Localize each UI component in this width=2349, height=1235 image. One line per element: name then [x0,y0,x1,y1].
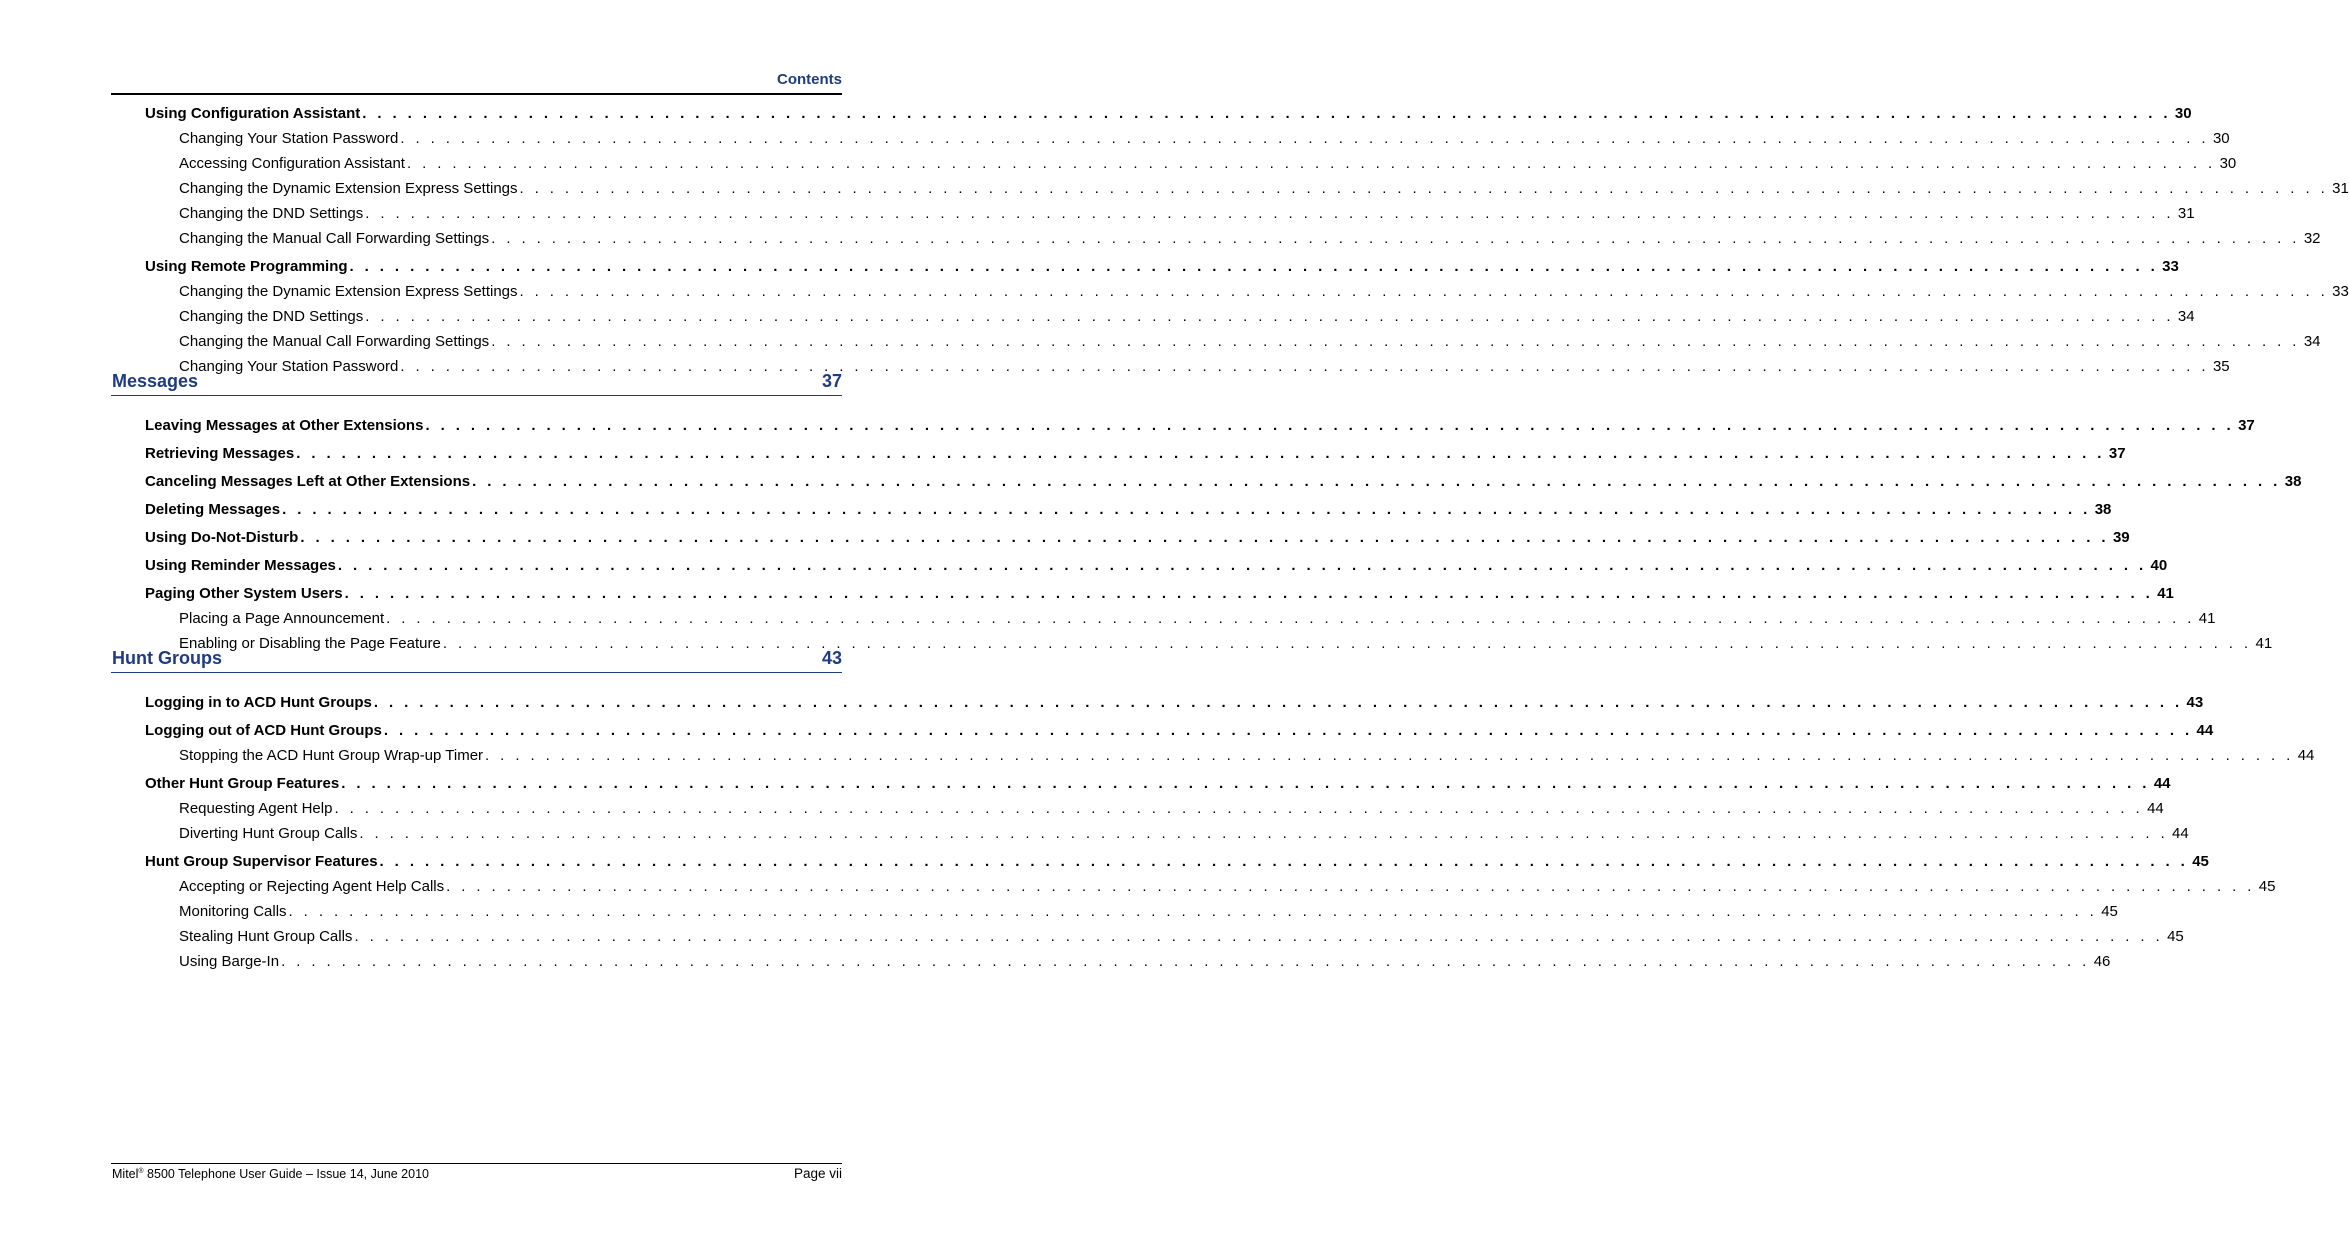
toc-entry-title: Using Remote Programming [145,258,348,275]
toc-entry-page: 41 [2157,585,2174,602]
dot-leader: . . . . . . . . . . . . . . . . . . . . . . . . . . . . . . . . . . . . . . . . . . . . . . . . . . . . . . . . . . . . . . . . . . . . . . . . . . . . . . . . . . . . . . . . . . . . . . . . . . . . . . . . . . . . . . . . . . . . . . . . [341,775,2150,792]
dot-leader: . . . . . . . . . . . . . . . . . . . . . . . . . . . . . . . . . . . . . . . . . . . . . . . . . . . . . . . . . . . . . . . . . . . . . . . . . . . . . . . . . . . . . . . . . . . . . . . . . . . . . . . . . . . . . . . . . . . . . . . . [400,130,2209,147]
section-rule [111,672,842,673]
dot-leader: . . . . . . . . . . . . . . . . . . . . . . . . . . . . . . . . . . . . . . . . . . . . . . . . . . . . . . . . . . . . . . . . . . . . . . . . . . . . . . . . . . . . . . . . . . . . . . . . . . . . . . . . . . . . . . . . . . . . . . . . [519,283,2329,300]
toc-entry[interactable] [145,500,2112,520]
dot-leader: . . . . . . . . . . . . . . . . . . . . . . . . . . . . . . . . . . . . . . . . . . . . . . . . . . . . . . . . . . . . . . . . . . . . . . . . . . . . . . . . . . . . . . . . . . . . . . . . . . . . . . . . . . . . . . . . . . . . . . . . [354,928,2164,945]
toc-section-title: Hunt Groups [112,648,222,668]
toc-entry-page: 34 [2303,333,2321,350]
toc-entry[interactable] [145,774,2171,794]
toc-entry-page: 41 [2255,635,2273,652]
toc-entry-page: 33 [2162,258,2179,275]
toc-entry-title: Accepting or Rejecting Agent Help Calls [179,878,445,895]
toc-entry-page: 40 [2150,557,2168,574]
toc-section-heading[interactable] [112,369,842,393]
toc-entry-page: 33 [2332,283,2349,300]
toc-entry[interactable] [145,104,2192,124]
toc-entry-page: 44 [2172,825,2189,842]
toc-entry-title: Changing Your Station Password [179,358,399,375]
toc-entry-title: Paging Other System Users [145,585,343,602]
running-header-title: Contents [777,71,842,88]
dot-leader: . . . . . . . . . . . . . . . . . . . . . . . . . . . . . . . . . . . . . . . . . . . . . . . . . . . . . . . . . . . . . . . . . . . . . . . . . . . . . . . . . . . . . . . . . . . . . . . . . . . . . . . . . . . . . . . . . . . . . . . . [288,903,2098,920]
toc-entry-page: 45 [2167,928,2184,945]
toc-entry-page: 37 [2238,417,2255,434]
footer-page-number: Page vii [793,1166,842,1181]
toc-entry[interactable] [145,444,2126,464]
dot-leader: . . . . . . . . . . . . . . . . . . . . . . . . . . . . . . . . . . . . . . . . . . . . . . . . . . . . . . . . . . . . . . . . . . . . . . . . . . . . . . . . . . . . . . . . . . . . . . . . . . . . . . . . . . . . . . . . . . . . . . . . [281,953,2090,970]
toc-entry-title: Changing the DND Settings [179,205,364,222]
dot-leader: . . . . . . . . . . . . . . . . . . . . . . . . . . . . . . . . . . . . . . . . . . . . . . . . . . . . . . . . . . . . . . . . . . . . . . . . . . . . . . . . . . . . . . . . . . . . . . . . . . . . . . . . . . . . . . . . . . . . . . . . [344,585,2154,602]
toc-entry-title: Changing the Dynamic Extension Express Settings [179,283,518,300]
toc-subentry[interactable] [179,902,2118,922]
toc-entry-page: 35 [2212,358,2230,375]
footer-document-title [112,1167,429,1181]
dot-leader: . . . . . . . . . . . . . . . . . . . . . . . . . . . . . . . . . . . . . . . . . . . . . . . . . . . . . . . . . . . . . . . . . . . . . . . . . . . . . . . . . . . . . . . . . . . . . . . . . . . . . . . . . . . . . . . . . . . . . . . . [491,230,2300,247]
toc-entry-page: 43 [2186,694,2204,711]
toc-entry-title: Enabling or Disabling the Page Feature [179,635,441,652]
dot-leader: . . . . . . . . . . . . . . . . . . . . . . . . . . . . . . . . . . . . . . . . . . . . . . . . . . . . . . . . . . . . . . . . . . . . . . . . . . . . . . . . . . . . . . . . . . . . . . . . . . . . . . . . . . . . . . . . . . . . . . . . [491,333,2300,350]
dot-leader: . . . . . . . . . . . . . . . . . . . . . . . . . . . . . . . . . . . . . . . . . . . . . . . . . . . . . . . . . . . . . . . . . . . . . . . . . . . . . . . . . . . . . . . . . . . . . . . . . . . . . . . . . . . . . . . . . . . . . . . . [334,800,2144,817]
dot-leader: . . . . . . . . . . . . . . . . . . . . . . . . . . . . . . . . . . . . . . . . . . . . . . . . . . . . . . . . . . . . . . . . . . . . . . . . . . . . . . . . . . . . . . . . . . . . . . . . . . . . . . . . . . . . . . . . . . . . . . . . [365,205,2174,222]
dot-leader: . . . . . . . . . . . . . . . . . . . . . . . . . . . . . . . . . . . . . . . . . . . . . . . . . . . . . . . . . . . . . . . . . . . . . . . . . . . . . . . . . . . . . . . . . . . . . . . . . . . . . . . . . . . . . . . . . . . . . . . . [296,445,2105,462]
toc-entry-title: Stopping the ACD Hunt Group Wrap-up Timer [179,747,484,764]
toc-entry-page: 44 [2147,800,2164,817]
toc-entry-title: Changing Your Station Password [179,130,399,147]
toc-subentry[interactable] [179,154,2237,174]
toc-subentry[interactable] [179,229,2321,249]
toc-entry-title: Stealing Hunt Group Calls [179,928,353,945]
toc-section-title: Messages [112,371,199,391]
footer-doc-title: 8500 Telephone User Guide – Issue 14, June 2010 [143,1167,429,1181]
toc-entry-page: 44 [2196,722,2214,739]
toc-entry-title: Accessing Configuration Assistant [179,155,405,172]
toc-entry-page: 30 [2174,105,2192,122]
header-rule [111,93,842,95]
dot-leader: . . . . . . . . . . . . . . . . . . . . . . . . . . . . . . . . . . . . . . . . . . . . . . . . . . . . . . . . . . . . . . . . . . . . . . . . . . . . . . . . . . . . . . . . . . . . . . . . . . . . . . . . . . . . . . . . . . . . . . . . [386,610,2195,627]
registered-mark: ® [138,1167,144,1175]
toc-entry-title: Using Reminder Messages [145,557,336,574]
toc-subentry[interactable] [179,927,2184,947]
dot-leader: . . . . . . . . . . . . . . . . . . . . . . . . . . . . . . . . . . . . . . . . . . . . . . . . . . . . . . . . . . . . . . . . . . . . . . . . . . . . . . . . . . . . . . . . . . . . . . . . . . . . . . . . . . . . . . . . . . . . . . . . [300,529,2109,546]
toc-subentry[interactable] [179,282,2349,302]
dot-leader: . . . . . . . . . . . . . . . . . . . . . . . . . . . . . . . . . . . . . . . . . . . . . . . . . . . . . . . . . . . . . . . . . . . . . . . . . . . . . . . . . . . . . . . . . . . . . . . . . . . . . . . . . . . . . . . . . . . . . . . . [442,635,2252,652]
dot-leader: . . . . . . . . . . . . . . . . . . . . . . . . . . . . . . . . . . . . . . . . . . . . . . . . . . . . . . . . . . . . . . . . . . . . . . . . . . . . . . . . . . . . . . . . . . . . . . . . . . . . . . . . . . . . . . . . . . . . . . . . [519,180,2329,197]
footer-rule [111,1163,842,1164]
toc-entry-page: 44 [2153,775,2171,792]
dot-leader: . . . . . . . . . . . . . . . . . . . . . . . . . . . . . . . . . . . . . . . . . . . . . . . . . . . . . . . . . . . . . . . . . . . . . . . . . . . . . . . . . . . . . . . . . . . . . . . . . . . . . . . . . . . . . . . . . . . . . . . . [359,825,2169,842]
toc-entry-title: Placing a Page Announcement [179,610,385,627]
toc-subentry[interactable] [179,877,2276,897]
footer-brand: Mitel [112,1167,139,1181]
toc-entry-page: 38 [2284,473,2302,490]
dot-leader: . . . . . . . . . . . . . . . . . . . . . . . . . . . . . . . . . . . . . . . . . . . . . . . . . . . . . . . . . . . . . . . . . . . . . . . . . . . . . . . . . . . . . . . . . . . . . . . . . . . . . . . . . . . . . . . . . . . . . . . . [337,557,2147,574]
toc-entry[interactable] [145,852,2209,872]
toc-entry-page: 41 [2198,610,2216,627]
toc-entry-page: 30 [2212,130,2230,147]
toc-entry-title: Retrieving Messages [145,445,295,462]
toc-entry[interactable] [145,528,2130,548]
toc-entry-title: Logging out of ACD Hunt Groups [145,722,382,739]
toc-subentry[interactable] [179,799,2164,819]
toc-entry-title: Logging in to ACD Hunt Groups [145,694,372,711]
toc-section-page: 37 [821,371,842,391]
dot-leader: . . . . . . . . . . . . . . . . . . . . . . . . . . . . . . . . . . . . . . . . . . . . . . . . . . . . . . . . . . . . . . . . . . . . . . . . . . . . . . . . . . . . . . . . . . . . . . . . . . . . . . . . . . . . . . . . . . . . . . . . [379,853,2189,870]
toc-entry[interactable] [145,584,2174,604]
dot-leader: . . . . . . . . . . . . . . . . . . . . . . . . . . . . . . . . . . . . . . . . . . . . . . . . . . . . . . . . . . . . . . . . . . . . . . . . . . . . . . . . . . . . . . . . . . . . . . . . . . . . . . . . . . . . . . . . . . . . . . . . [362,105,2171,122]
toc-entry-page: 30 [2219,155,2237,172]
dot-leader: . . . . . . . . . . . . . . . . . . . . . . . . . . . . . . . . . . . . . . . . . . . . . . . . . . . . . . . . . . . . . . . . . . . . . . . . . . . . . . . . . . . . . . . . . . . . . . . . . . . . . . . . . . . . . . . . . . . . . . . . [373,694,2183,711]
toc-entry-title: Canceling Messages Left at Other Extensions [145,473,471,490]
toc-entry-title: Leaving Messages at Other Extensions [145,417,424,434]
toc-subentry[interactable] [179,307,2195,327]
toc-entry-page: 45 [2192,853,2209,870]
dot-leader: . . . . . . . . . . . . . . . . . . . . . . . . . . . . . . . . . . . . . . . . . . . . . . . . . . . . . . . . . . . . . . . . . . . . . . . . . . . . . . . . . . . . . . . . . . . . . . . . . . . . . . . . . . . . . . . . . . . . . . . . [365,308,2174,325]
toc-entry-page: 44 [2297,747,2315,764]
toc-entry-title: Changing the Dynamic Extension Express Settings [179,180,518,197]
toc-section-heading[interactable] [112,646,842,670]
toc-entry[interactable] [145,472,2302,492]
toc-entry-title: Deleting Messages [145,501,281,518]
toc-entry-page: 37 [2108,445,2126,462]
toc-entry[interactable] [145,693,2204,713]
toc-entry[interactable] [145,416,2255,436]
toc-section-page: 43 [821,648,842,668]
dot-leader: . . . . . . . . . . . . . . . . . . . . . . . . . . . . . . . . . . . . . . . . . . . . . . . . . . . . . . . . . . . . . . . . . . . . . . . . . . . . . . . . . . . . . . . . . . . . . . . . . . . . . . . . . . . . . . . . . . . . . . . . [446,878,2255,895]
dot-leader: . . . . . . . . . . . . . . . . . . . . . . . . . . . . . . . . . . . . . . . . . . . . . . . . . . . . . . . . . . . . . . . . . . . . . . . . . . . . . . . . . . . . . . . . . . . . . . . . . . . . . . . . . . . . . . . . . . . . . . . . [282,501,2091,518]
toc-entry-page: 31 [2332,180,2349,197]
toc-entry-page: 45 [2258,878,2276,895]
toc-entry[interactable] [145,721,2214,741]
dot-leader: . . . . . . . . . . . . . . . . . . . . . . . . . . . . . . . . . . . . . . . . . . . . . . . . . . . . . . . . . . . . . . . . . . . . . . . . . . . . . . . . . . . . . . . . . . . . . . . . . . . . . . . . . . . . . . . . . . . . . . . . [383,722,2193,739]
dot-leader: . . . . . . . . . . . . . . . . . . . . . . . . . . . . . . . . . . . . . . . . . . . . . . . . . . . . . . . . . . . . . . . . . . . . . . . . . . . . . . . . . . . . . . . . . . . . . . . . . . . . . . . . . . . . . . . . . . . . . . . . [472,473,2281,490]
toc-entry-page: 46 [2093,953,2111,970]
toc-entry-page: 39 [2112,529,2130,546]
toc-entry-title: Changing the Manual Call Forwarding Settings [179,230,490,247]
toc-entry-title: Monitoring Calls [179,903,287,920]
toc-entry-title: Using Do-Not-Disturb [145,529,299,546]
toc-entry-title: Using Configuration Assistant [145,105,361,122]
toc-entry-title: Requesting Agent Help [179,800,333,817]
toc-entry-title: Other Hunt Group Features [145,775,340,792]
toc-subentry[interactable] [179,332,2321,352]
dot-leader: . . . . . . . . . . . . . . . . . . . . . . . . . . . . . . . . . . . . . . . . . . . . . . . . . . . . . . . . . . . . . . . . . . . . . . . . . . . . . . . . . . . . . . . . . . . . . . . . . . . . . . . . . . . . . . . . . . . . . . . . [425,417,2235,434]
dot-leader: . . . . . . . . . . . . . . . . . . . . . . . . . . . . . . . . . . . . . . . . . . . . . . . . . . . . . . . . . . . . . . . . . . . . . . . . . . . . . . . . . . . . . . . . . . . . . . . . . . . . . . . . . . . . . . . . . . . . . . . . [400,358,2209,375]
toc-entry[interactable] [145,556,2168,576]
toc-entry-title: Using Barge-In [179,953,280,970]
section-rule [111,395,842,396]
toc-entry[interactable] [145,257,2179,277]
toc-entry-title: Diverting Hunt Group Calls [179,825,358,842]
toc-entry-page: 31 [2177,205,2195,222]
toc-subentry[interactable] [179,609,2216,629]
toc-entry-page: 34 [2177,308,2195,325]
toc-subentry[interactable] [179,952,2111,972]
dot-leader: . . . . . . . . . . . . . . . . . . . . . . . . . . . . . . . . . . . . . . . . . . . . . . . . . . . . . . . . . . . . . . . . . . . . . . . . . . . . . . . . . . . . . . . . . . . . . . . . . . . . . . . . . . . . . . . . . . . . . . . . [349,258,2159,275]
dot-leader: . . . . . . . . . . . . . . . . . . . . . . . . . . . . . . . . . . . . . . . . . . . . . . . . . . . . . . . . . . . . . . . . . . . . . . . . . . . . . . . . . . . . . . . . . . . . . . . . . . . . . . . . . . . . . . . . . . . . . . . . [406,155,2216,172]
dot-leader: . . . . . . . . . . . . . . . . . . . . . . . . . . . . . . . . . . . . . . . . . . . . . . . . . . . . . . . . . . . . . . . . . . . . . . . . . . . . . . . . . . . . . . . . . . . . . . . . . . . . . . . . . . . . . . . . . . . . . . . . [485,747,2294,764]
toc-entry-title: Hunt Group Supervisor Features [145,853,378,870]
toc-subentry[interactable] [179,129,2230,149]
toc-entry-title: Changing the DND Settings [179,308,364,325]
toc-entry-title: Changing the Manual Call Forwarding Settings [179,333,490,350]
toc-subentry[interactable] [179,746,2315,766]
toc-entry-page: 32 [2303,230,2321,247]
toc-subentry[interactable] [179,824,2189,844]
toc-subentry[interactable] [179,204,2195,224]
toc-entry-page: 45 [2101,903,2118,920]
toc-subentry[interactable] [179,179,2349,199]
toc-entry-page: 38 [2094,501,2112,518]
